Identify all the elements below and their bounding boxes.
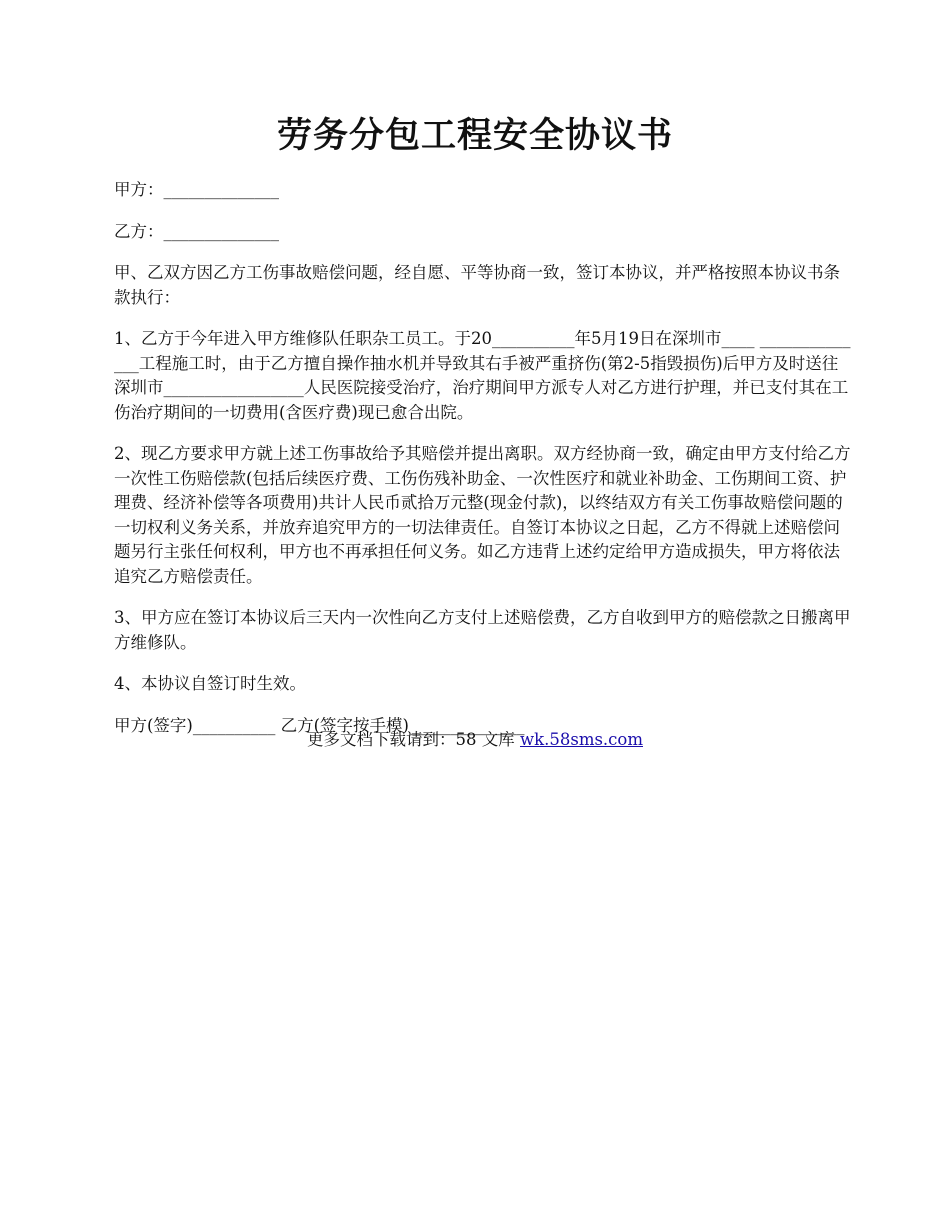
footer-text: 更多文档下载请到：58 文库: [306, 730, 520, 749]
party-b-line: 乙方：______________: [114, 221, 279, 241]
clause-4: 4、本协议自签订时生效。: [114, 674, 306, 693]
party-a-line: 甲方：______________: [114, 180, 279, 199]
footer-link[interactable]: wk.58sms.com: [519, 730, 643, 749]
signature-line: 甲方(签字)__________ 乙方(签字按手模)______________: [114, 715, 525, 735]
document-title: 劳务分包工程安全协议书: [276, 115, 673, 156]
clause-1: 1、乙方于今年进入甲方维修队任职杂工员工。于20__________年5月19日在深圳市____ ______________工程施工时，由于乙方擅自操作抽水机并导致其右手被严重挤伤(第2-5指毁损伤)后甲方及时送往深圳市_________________人民医院接受治疗，治疗期间甲方派专人对乙方进行护理，并已支付其在工伤治疗期间的一切费用(含医疗费)现已愈合出院。: [114, 329, 851, 422]
download-footer: [0, 728, 950, 752]
document-body: [114, 178, 854, 755]
clause-2: 2、现乙方要求甲方就上述工伤事故给予其赔偿并提出离职。双方经协商一致，确定由甲方支付给乙方一次性工伤赔偿款(包括后续医疗费、工伤伤残补助金、一次性医疗和就业补助金、工伤期间工资、护理费、经济补偿等各项费用)共计人民币贰拾万元整(现金付款)，以终结双方有关工伤事故赔偿问题的一切权利义务关系，并放弃追究甲方的一切法律责任。自签订本协议之日起，乙方不得就上述赔偿问题另行主张任何权利，甲方也不再承担任何义务。如乙方违背上述约定给甲方造成损失，甲方将依法追究乙方赔偿责任。: [114, 444, 851, 586]
clause-3: 3、甲方应在签订本协议后三天内一次性向乙方支付上述赔偿费，乙方自收到甲方的赔偿款之日搬离甲方维修队。: [114, 608, 851, 652]
intro-paragraph: 甲、乙双方因乙方工伤事故赔偿问题，经自愿、平等协商一致，签订本协议，并严格按照本协议书条款执行：: [114, 263, 840, 307]
